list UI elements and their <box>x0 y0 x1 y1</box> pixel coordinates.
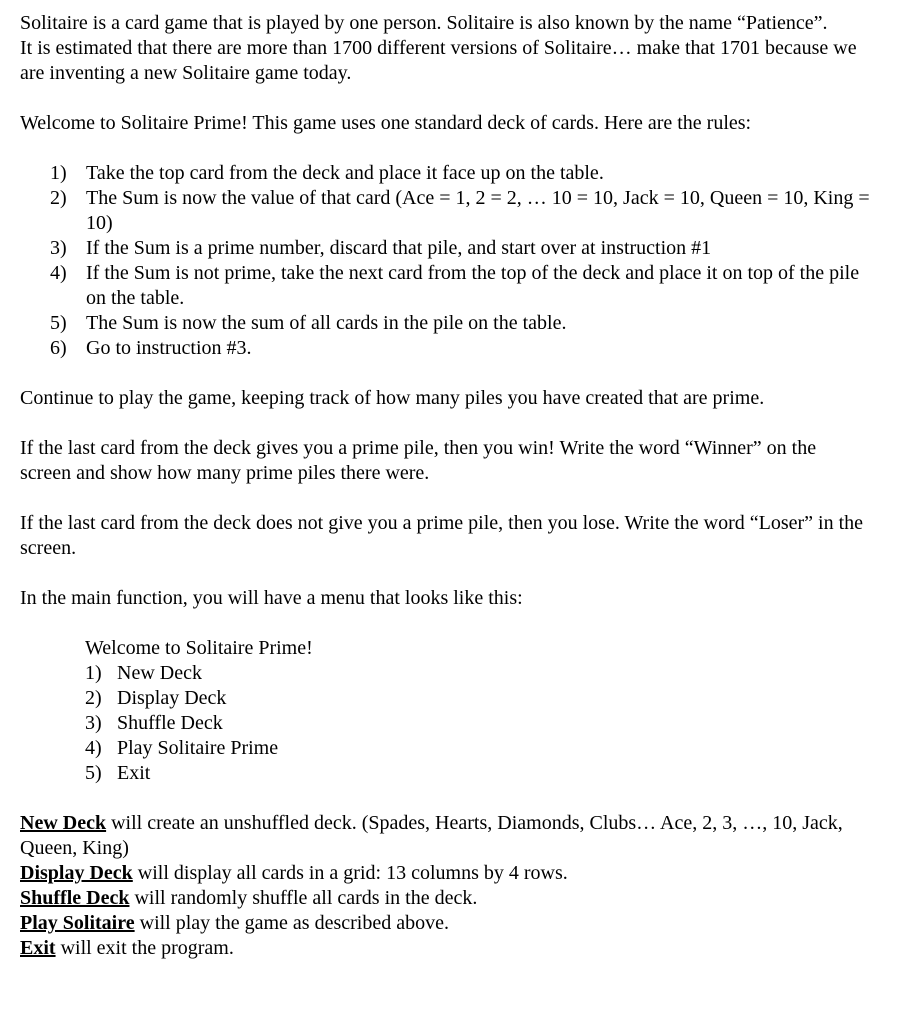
menu-item-number: 4) <box>85 737 102 759</box>
rule-number: 2) <box>50 187 67 209</box>
rule-number: 1) <box>50 162 67 184</box>
intro-paragraph-1: Solitaire is a card game that is played by one person. Solitaire is also known by the name “Patience”. <box>20 12 828 34</box>
rule-number: 5) <box>50 312 67 334</box>
rule-item <box>50 236 871 261</box>
rule-text: Go to instruction #3. <box>86 337 252 359</box>
menu-item-number: 2) <box>85 687 102 709</box>
description-line <box>20 861 871 886</box>
description-text: will display all cards in a grid: 13 columns by 4 rows. <box>132 862 568 884</box>
rule-item <box>50 336 871 361</box>
description-line <box>20 811 871 861</box>
rule-number: 3) <box>50 237 67 259</box>
description-term: Play Solitaire <box>20 912 135 934</box>
description-term: Exit <box>20 937 56 959</box>
rule-text: Take the top card from the deck and place it face up on the table. <box>86 162 604 184</box>
rule-item <box>50 261 871 311</box>
menu-item-number: 3) <box>85 712 102 734</box>
description-line <box>20 911 871 936</box>
rules-list <box>50 161 871 361</box>
rule-text: If the Sum is a prime number, discard that pile, and start over at instruction #1 <box>86 237 712 259</box>
menu-intro-paragraph: In the main function, you will have a menu that looks like this: <box>20 587 523 609</box>
continue-paragraph: Continue to play the game, keeping track of how many piles you have created that are prime. <box>20 387 765 409</box>
rule-text: The Sum is now the sum of all cards in the pile on the table. <box>86 312 567 334</box>
description-line <box>20 936 871 961</box>
menu-item <box>85 761 871 786</box>
menu-title: Welcome to Solitaire Prime! <box>85 637 313 659</box>
description-text: will randomly shuffle all cards in the deck. <box>129 887 478 909</box>
description-line <box>20 886 871 911</box>
menu-item <box>85 686 871 711</box>
menu-item <box>85 736 871 761</box>
description-term: New Deck <box>20 812 107 834</box>
welcome-paragraph: Welcome to Solitaire Prime! This game uses one standard deck of cards. Here are the rules: <box>20 112 752 134</box>
menu-item-number: 1) <box>85 662 102 684</box>
menu-item-label: Exit <box>117 762 151 784</box>
menu-item <box>85 661 871 686</box>
rule-text: The Sum is now the value of that card (Ace = 1, 2 = 2, … 10 = 10, Jack = 10, Queen = 10, King = 10) <box>86 187 870 234</box>
description-text: will exit the program. <box>55 937 234 959</box>
intro-paragraph-2: It is estimated that there are more than 1700 different versions of Solitaire… make that 1701 because we are inventing a new Solitaire game today. <box>20 37 857 84</box>
rule-item <box>50 311 871 336</box>
rule-number: 4) <box>50 262 67 284</box>
rule-text: If the Sum is not prime, take the next card from the top of the deck and place it on top of the pile on the table. <box>86 262 860 309</box>
rule-item <box>50 161 871 186</box>
menu-descriptions <box>20 811 871 961</box>
lose-paragraph: If the last card from the deck does not give you a prime pile, then you lose. Write the word “Loser” in the screen. <box>20 512 864 559</box>
menu-item <box>85 711 871 736</box>
description-text: will create an unshuffled deck. (Spades, Hearts, Diamonds, Clubs… Ace, 2, 3, …, 10, Jack, Queen, King) <box>20 812 843 859</box>
menu-item-label: Display Deck <box>117 687 227 709</box>
menu-item-label: Play Solitaire Prime <box>117 737 279 759</box>
rule-item <box>50 186 871 236</box>
menu-list <box>85 661 871 786</box>
description-term: Shuffle Deck <box>20 887 130 909</box>
menu-item-number: 5) <box>85 762 102 784</box>
menu-item-label: New Deck <box>117 662 202 684</box>
menu-item-label: Shuffle Deck <box>117 712 223 734</box>
menu-example <box>85 636 871 786</box>
description-text: will play the game as described above. <box>134 912 449 934</box>
rule-number: 6) <box>50 337 67 359</box>
win-paragraph: If the last card from the deck gives you a prime pile, then you win! Write the word “Winner” on the screen and show how many prime piles there were. <box>20 437 817 484</box>
description-term: Display Deck <box>20 862 133 884</box>
